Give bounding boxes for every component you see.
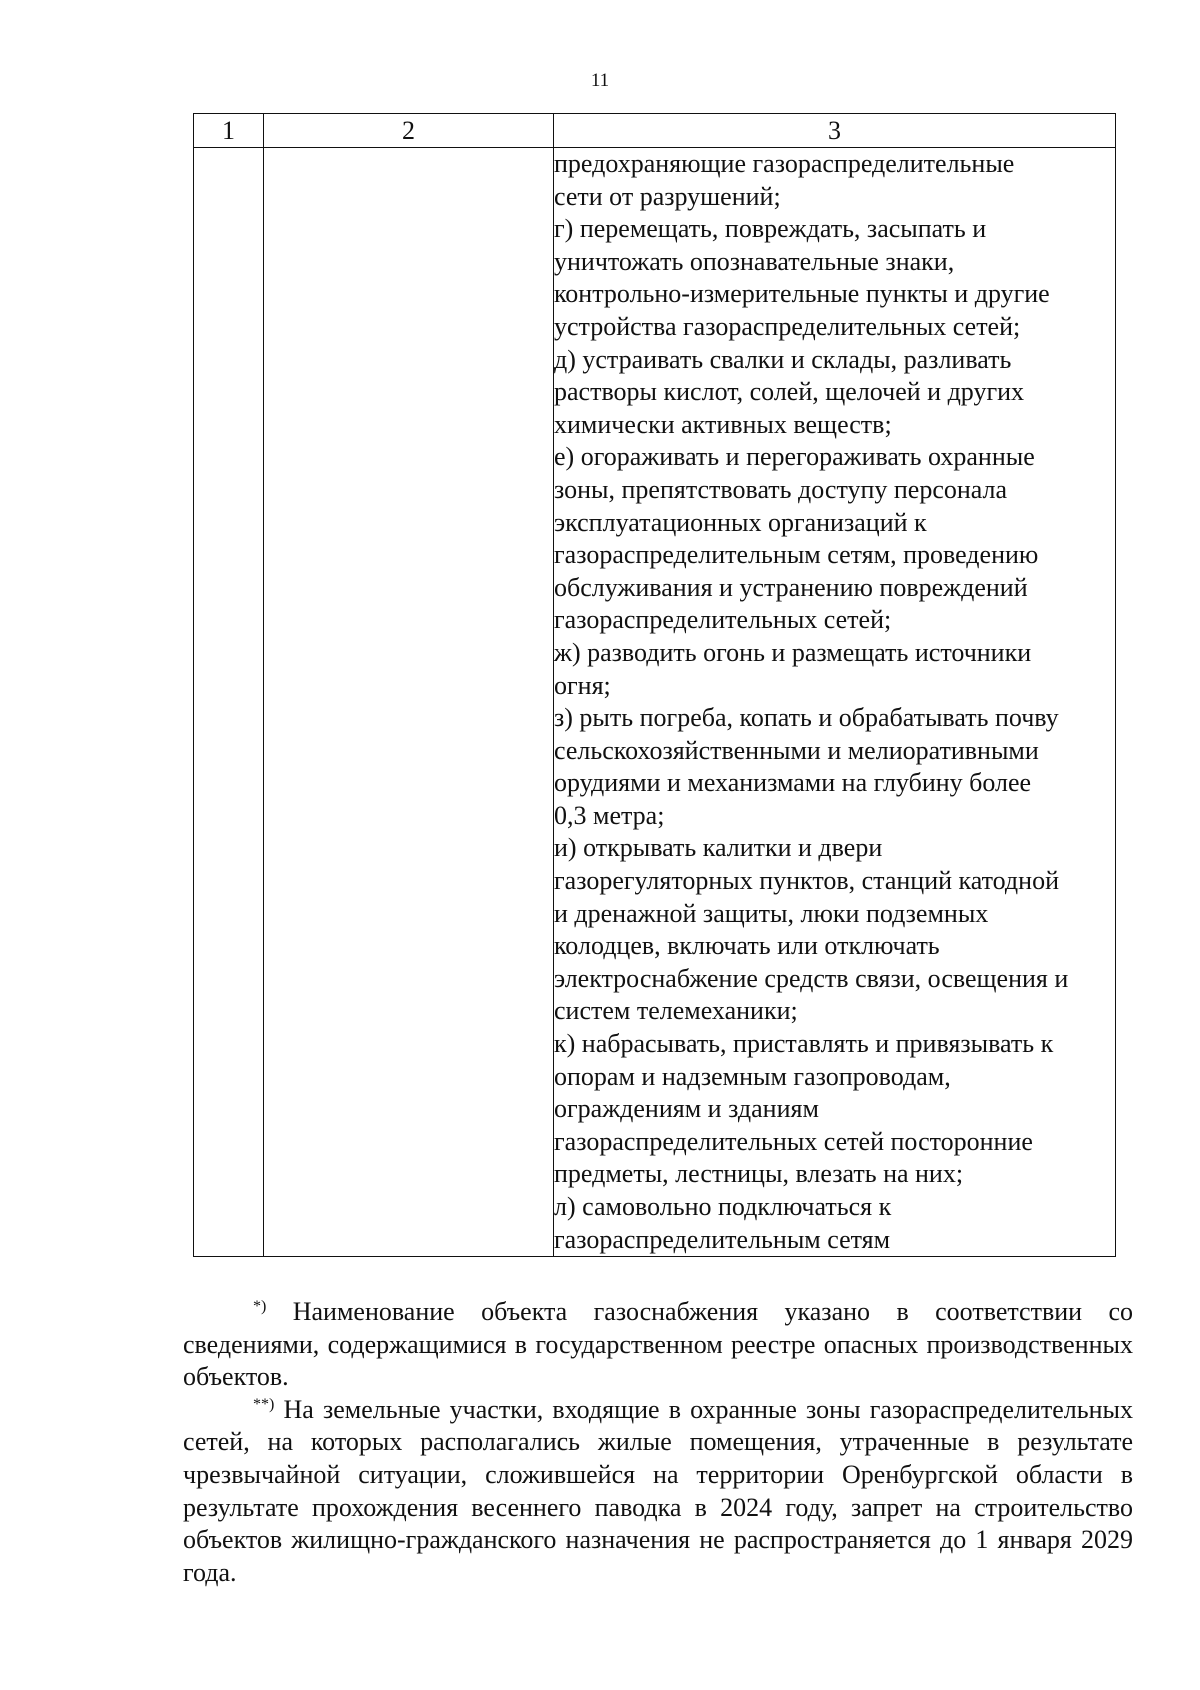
cell-text-line: з) рыть погреба, копать и обрабатывать почву — [554, 703, 1059, 733]
cell-text-line: опорам и надземным газопроводам, — [554, 1061, 951, 1091]
cell-text-line: устройства газораспределительных сетей; — [554, 311, 1021, 341]
footnote-text: На земельные участки, входящие в охранные зоны газораспределительных сетей, на которых располагались жилые помещения, утраченные в результате чрезвычайной ситуации, сложившейся на территории Оренбургской области в результате прохождения весеннего паводка в 2024 году, запрет на строительство объектов жилищно-гражданского назначения не распространяется до 1 января 2029 года. — [183, 1394, 1133, 1587]
table-header-col-1: 1 — [194, 114, 264, 148]
cell-text-line: предохраняющие газораспределительные — [554, 149, 1015, 178]
cell-text-line: уничтожать опознавательные знаки, — [554, 246, 955, 276]
table-row — [194, 148, 1116, 1257]
table-header-col-3: 3 — [554, 114, 1116, 148]
cell-text-line: 0,3 метра; — [554, 800, 665, 830]
cell-text-line: газораспределительным сетям, проведению — [554, 540, 1039, 570]
cell-text-line: д) устраивать свалки и склады, разливать — [554, 344, 1012, 374]
cell-text-line: ограждениям и зданиям — [554, 1094, 819, 1124]
footnote-text: Наименование объекта газоснабжения указано в соответствии со сведениями, содержащимися в государственном реестре опасных производственных объектов. — [183, 1297, 1133, 1392]
cell-text-line: е) огораживать и перегораживать охранные — [554, 442, 1035, 472]
footnote-mark: **) — [253, 1395, 275, 1413]
cell-text-line: систем телемеханики; — [554, 996, 798, 1026]
cell-text-line: газорегуляторных пунктов, станций катодной — [554, 866, 1059, 896]
cell-text-line: обслуживания и устранению повреждений — [554, 572, 1028, 602]
cell-text-line: электроснабжение средств связи, освещения и — [554, 963, 1069, 993]
table-header-col-2: 2 — [264, 114, 554, 148]
footnotes — [183, 1296, 1133, 1589]
cell-text-line: ж) разводить огонь и размещать источники — [554, 637, 1032, 667]
footnote-mark: *) — [253, 1298, 267, 1315]
cell-text-line: г) перемещать, повреждать, засыпать и — [554, 214, 987, 244]
cell-text-line: газораспределительных сетей; — [554, 605, 892, 635]
cell-text-line: и дренажной защиты, люки подземных — [554, 898, 989, 928]
footnote-1 — [183, 1296, 1133, 1394]
cell-text-line: сети от разрушений; — [554, 181, 781, 211]
cell-text-line: растворы кислот, солей, щелочей и других — [554, 377, 1025, 407]
table-cell-col-2 — [264, 148, 554, 1257]
page-number: 11 — [590, 70, 610, 91]
cell-text-line: газораспределительных сетей посторонние — [554, 1126, 1033, 1156]
cell-text-line: контрольно-измерительные пункты и другие — [554, 279, 1050, 309]
cell-text-line: газораспределительным сетям — [554, 1224, 891, 1254]
cell-text-line: зоны, препятствовать доступу персонала — [554, 474, 1008, 504]
footnote-2 — [183, 1394, 1133, 1590]
cell-text-line: колодцев, включать или отключать — [554, 931, 940, 961]
cell-text-line: л) самовольно подключаться к — [554, 1192, 892, 1221]
cell-text-line: эксплуатационных организаций к — [554, 507, 927, 537]
cell-text-line: орудиями и механизмами на глубину более — [554, 768, 1032, 798]
cell-text-line: к) набрасывать, приставлять и привязывать к — [554, 1029, 1054, 1059]
cell-text-line: химически активных веществ; — [554, 409, 892, 439]
table-cell-col-3 — [554, 148, 1116, 1257]
table-cell-col-1 — [194, 148, 264, 1257]
restrictions-table — [193, 113, 1116, 1257]
cell-text-line: сельскохозяйственными и мелиоративными — [554, 735, 1039, 765]
cell-text-line: огня; — [554, 670, 611, 700]
cell-text-line: предметы, лестницы, влезать на них; — [554, 1159, 964, 1189]
cell-text-line: и) открывать калитки и двери — [554, 833, 883, 863]
table-header-row — [194, 114, 1116, 148]
